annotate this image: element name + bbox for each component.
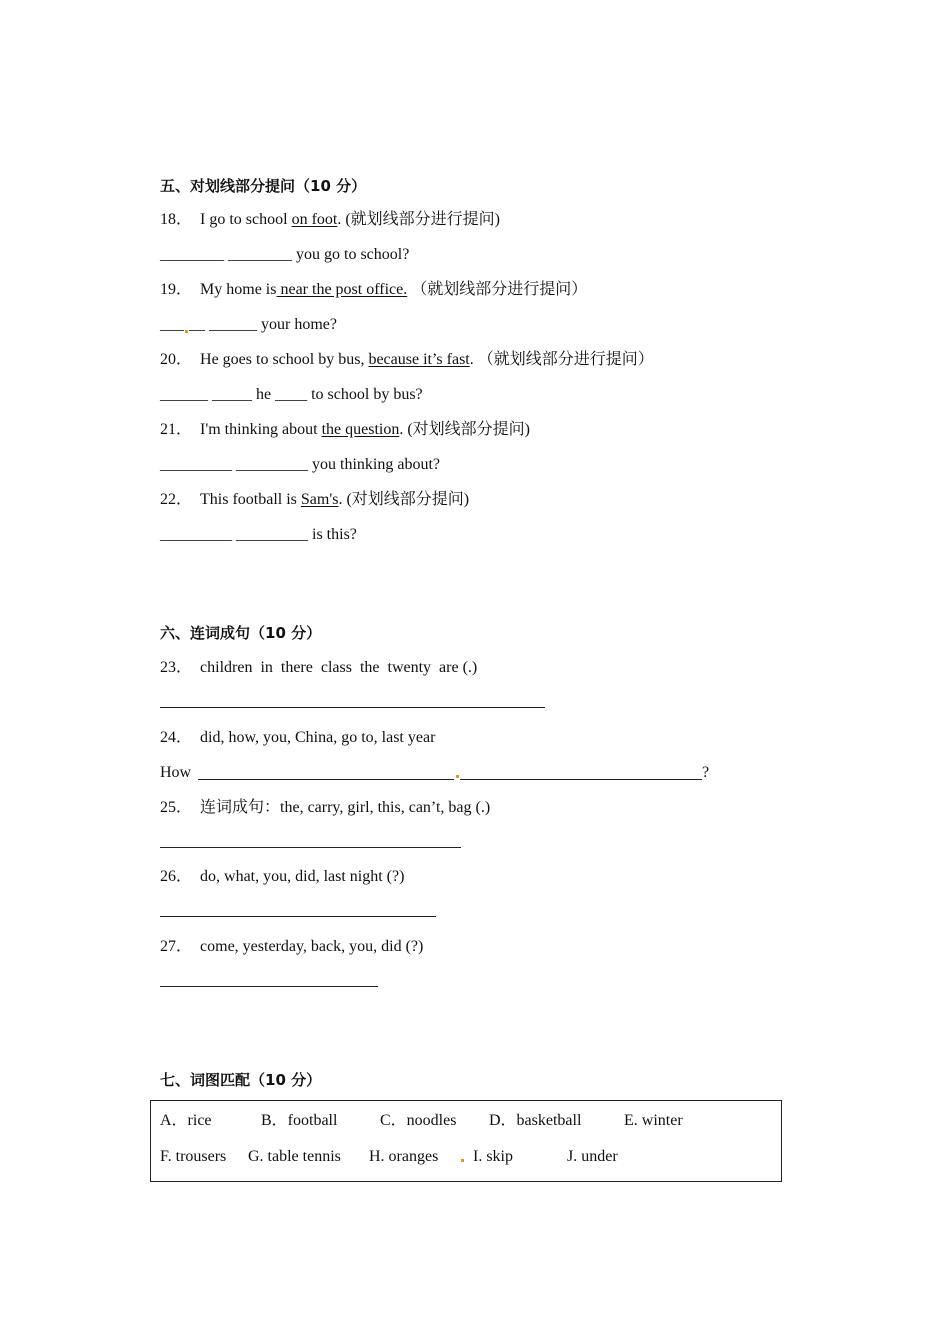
answer-line-27[interactable]: [160, 986, 378, 987]
dot-mark-icon: [461, 1159, 464, 1162]
answer-21[interactable]: _________ _________ you thinking about?: [160, 456, 440, 473]
question-number: 25．: [160, 799, 193, 816]
question-text: He goes to school by bus,: [200, 351, 369, 368]
question-21: [160, 420, 530, 440]
option-j: J. under: [567, 1148, 618, 1165]
underlined-part: the question: [321, 421, 400, 438]
option-i: I. skip: [473, 1148, 513, 1165]
word-options-box: [150, 1100, 782, 1182]
question-26: [160, 867, 404, 887]
question-text: do, what, you, did, last night (?): [200, 868, 405, 885]
question-instruction: . (就划线部分进行提问): [337, 211, 501, 228]
question-27: [160, 937, 423, 957]
question-number: 27．: [160, 938, 193, 955]
underlined-part: because it’s fast: [368, 351, 470, 368]
question-text: This football is: [200, 491, 301, 508]
question-23: [160, 658, 477, 678]
answer-line-25[interactable]: [160, 847, 461, 848]
question-number: 23．: [160, 659, 193, 676]
answer-24[interactable]: [160, 763, 191, 783]
underlined-part: Sam's: [300, 491, 339, 508]
question-number: 21．: [160, 421, 193, 438]
answer-line-24b[interactable]: [460, 779, 702, 780]
question-text: 连词成句：the, carry, girl, this, can’t, bag (.): [200, 799, 491, 816]
question-number: 24．: [160, 729, 193, 746]
question-18: [160, 210, 500, 230]
question-instruction: . (对划线部分提问): [338, 491, 470, 508]
underlined-part: on foot: [291, 211, 338, 228]
answer-rest[interactable]: __ ______ your home?: [189, 316, 337, 333]
question-number: 22．: [160, 491, 193, 508]
section-five-heading: 五、对划线部分提问（10 分）: [160, 177, 367, 195]
question-number: 26．: [160, 868, 193, 885]
answer-19[interactable]: [160, 315, 337, 335]
question-instruction: （就划线部分进行提问）: [407, 281, 588, 298]
question-number: 18．: [160, 211, 193, 228]
answer-line-23[interactable]: [160, 707, 545, 708]
option-d: D．basketball: [489, 1112, 582, 1129]
dot-mark-icon: [456, 775, 459, 778]
dot-mark-icon: [185, 330, 188, 333]
option-h: H. oranges: [369, 1148, 439, 1165]
question-text: children in there class the twenty are (.): [200, 659, 478, 676]
section-seven-heading: 七、词图匹配（10 分）: [160, 1071, 322, 1089]
option-b: B．football: [261, 1112, 338, 1129]
question-text: come, yesterday, back, you, did (?): [200, 938, 424, 955]
answer-22[interactable]: _________ _________ is this?: [160, 526, 357, 543]
question-19: [160, 280, 587, 300]
option-c: C．noodles: [380, 1112, 457, 1129]
question-text: did, how, you, China, go to, last year: [200, 729, 436, 746]
section-six-heading: 六、连词成句（10 分）: [160, 624, 322, 642]
option-a: A．rice: [160, 1112, 212, 1129]
question-22: [160, 490, 469, 510]
question-25: [160, 798, 490, 818]
question-text: I'm thinking about: [200, 421, 322, 438]
answer-line-24a[interactable]: [198, 779, 454, 780]
question-number: 20．: [160, 351, 193, 368]
question-20: [160, 350, 654, 370]
option-f: F. trousers: [160, 1148, 227, 1165]
answer-blank[interactable]: ___: [160, 316, 184, 333]
question-text: My home is: [200, 281, 277, 298]
question-instruction: . （就划线部分进行提问）: [469, 351, 654, 368]
question-text: I go to school: [200, 211, 292, 228]
option-e: E. winter: [624, 1112, 683, 1129]
answer-suffix: ?: [702, 764, 710, 781]
answer-prefix: How: [160, 764, 192, 781]
underlined-part: near the post office.: [276, 281, 408, 298]
answer-20[interactable]: ______ _____ he ____ to school by bus?: [160, 386, 423, 403]
answer-18[interactable]: ________ ________ you go to school?: [160, 246, 410, 263]
question-24: [160, 728, 435, 748]
question-number: 19．: [160, 281, 193, 298]
question-instruction: . (对划线部分提问): [399, 421, 530, 438]
answer-line-26[interactable]: [160, 916, 436, 917]
option-g: G. table tennis: [248, 1148, 341, 1165]
